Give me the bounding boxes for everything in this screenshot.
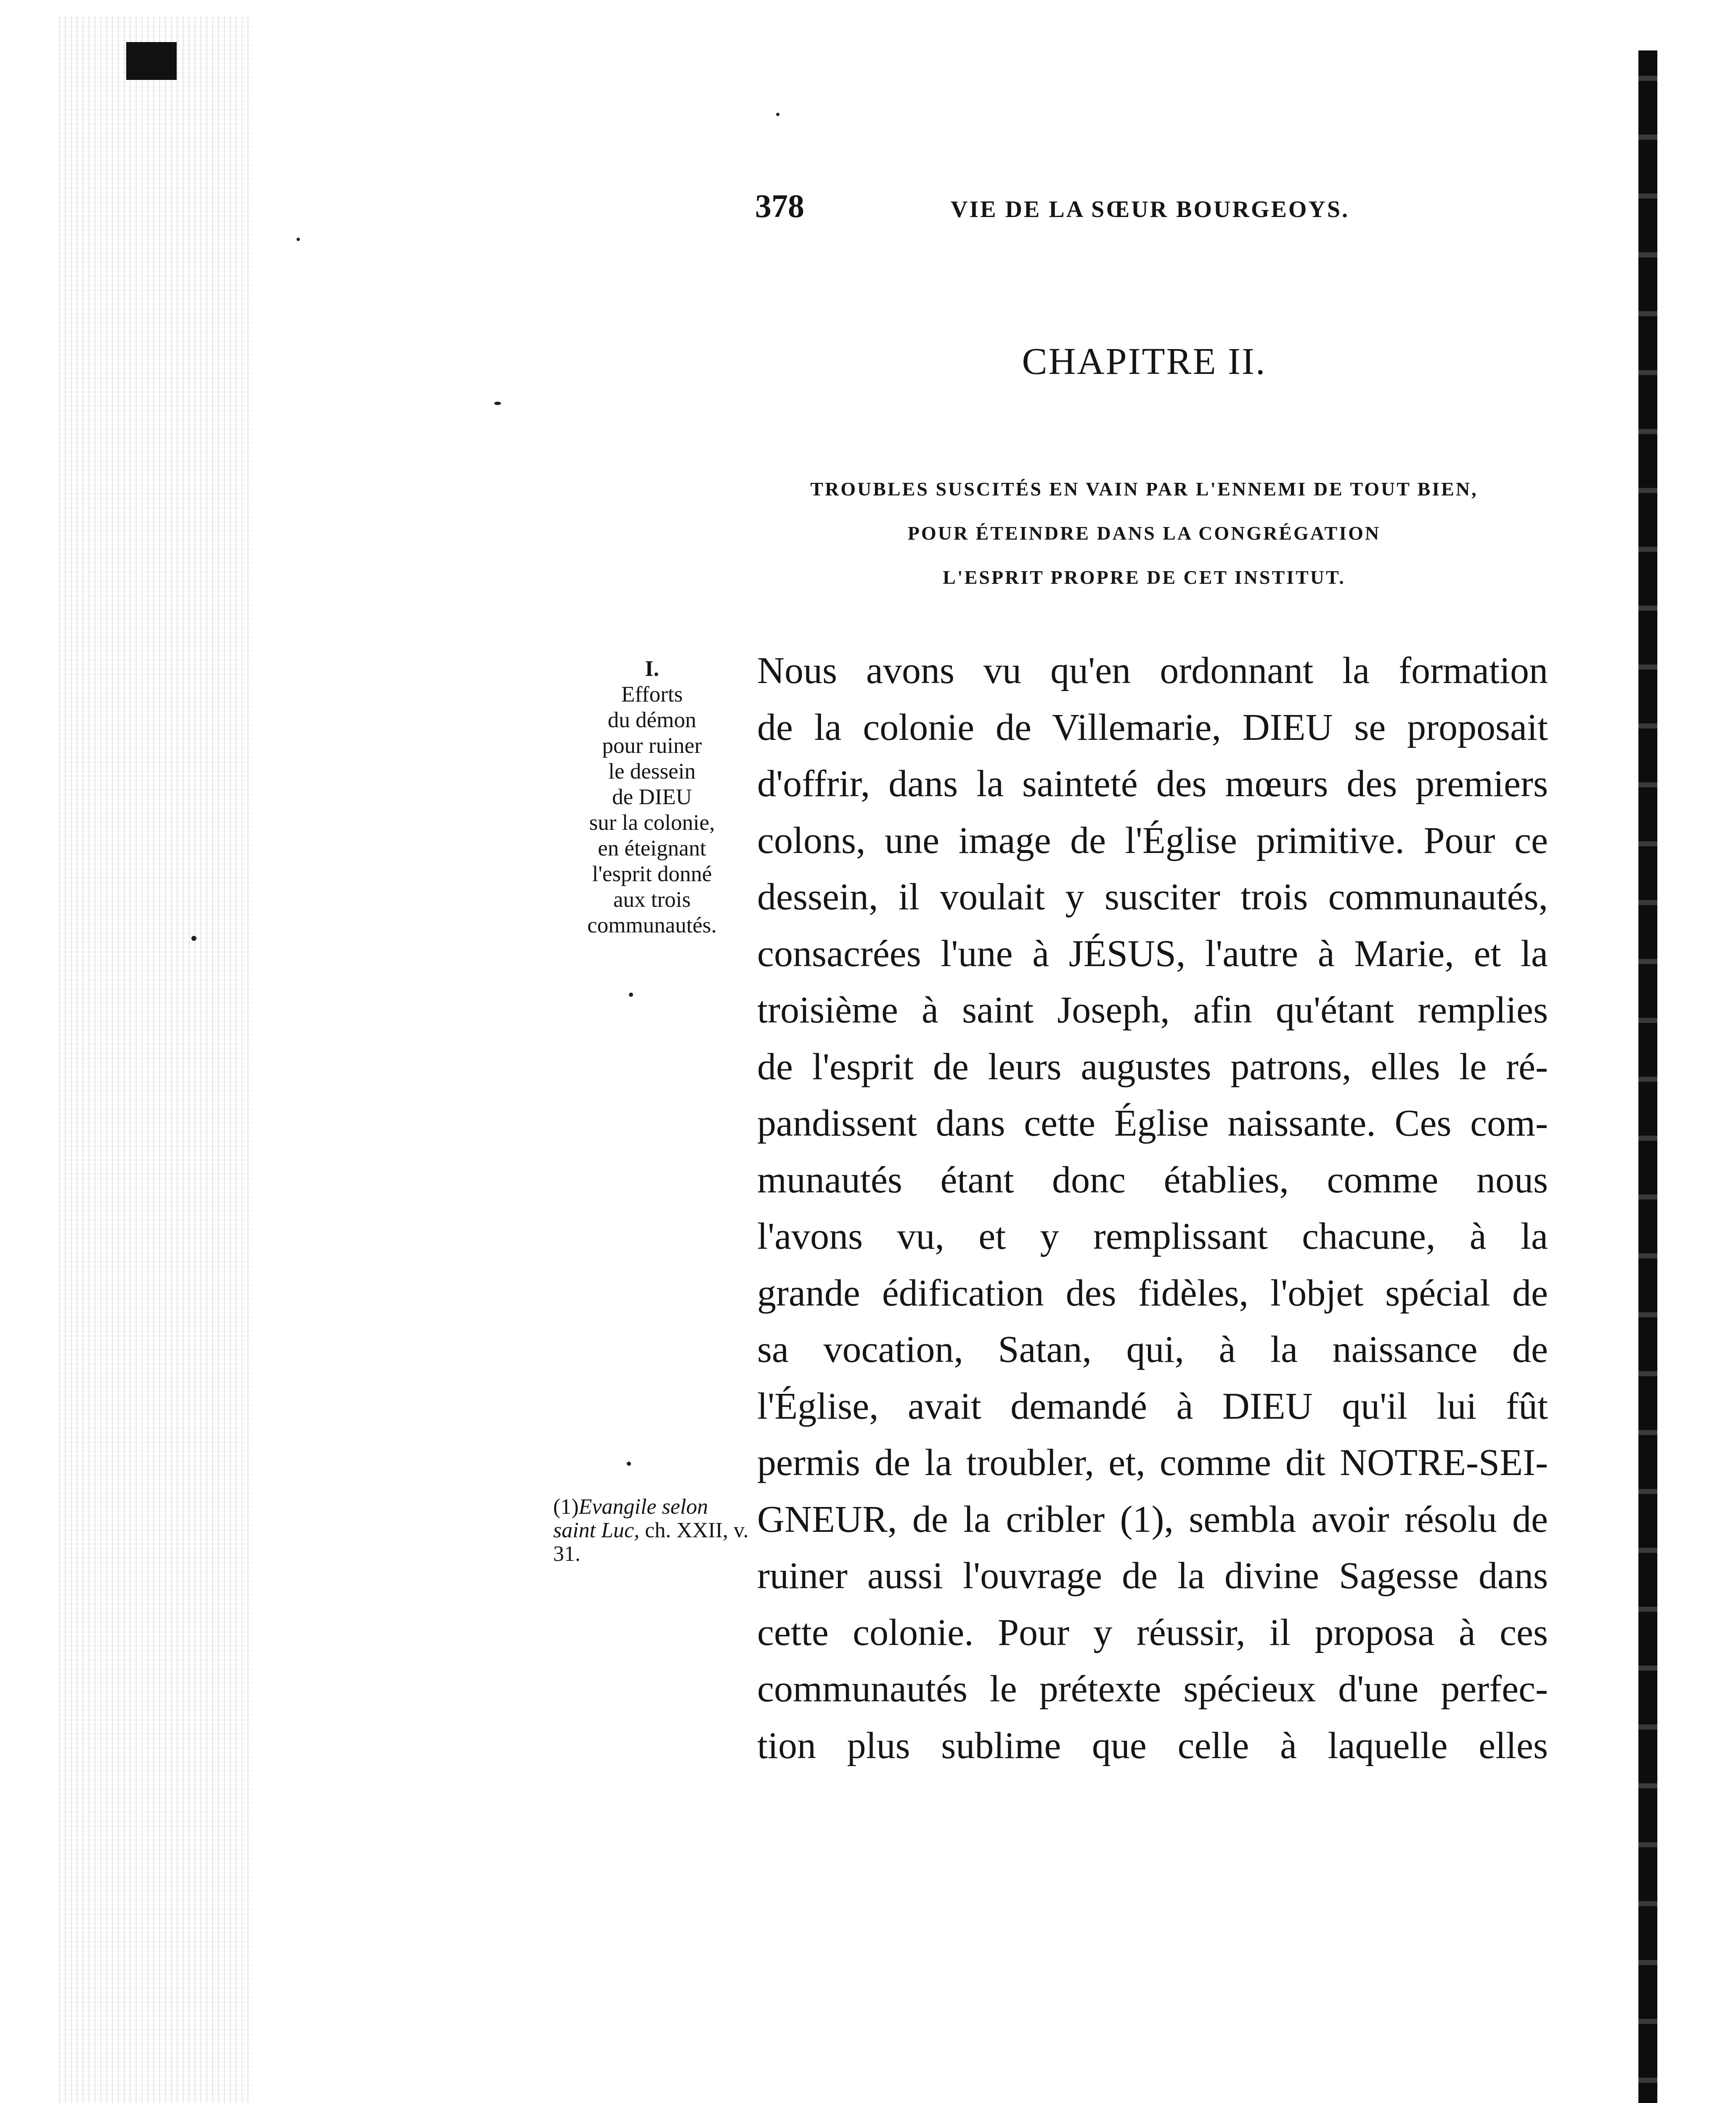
subtitle-line: POUR ÉTEINDRE DANS LA CONGRÉGATION bbox=[907, 522, 1381, 544]
body-line: troisième à saint Joseph, afin qu'étant remplies bbox=[757, 989, 1548, 1031]
body-line: Nous avons vu qu'en ordonnant la formation bbox=[757, 650, 1548, 691]
running-head bbox=[755, 185, 1352, 227]
margin-note-line: en éteignant bbox=[598, 836, 706, 861]
margin-note-line: aux trois bbox=[613, 887, 691, 912]
body-line: cette colonie. Pour y réussir, il proposa à ces bbox=[757, 1611, 1548, 1653]
body-line: d'offrir, dans la sainteté des mœurs des premiers bbox=[757, 763, 1548, 805]
margin-note-line: de DIEU bbox=[612, 785, 692, 809]
chapter-title: CHAPITRE II. bbox=[1022, 341, 1267, 382]
margin-note-line: du démon bbox=[607, 708, 697, 732]
scan-speck bbox=[776, 113, 779, 116]
subtitle-line: TROUBLES SUSCITÉS EN VAIN PAR L'ENNEMI DE TOUT BIEN, bbox=[810, 478, 1478, 500]
body-line: ruiner aussi l'ouvrage de la divine Sagesse dans bbox=[757, 1555, 1548, 1597]
scan-speck bbox=[297, 238, 300, 241]
margin-note-number: I. bbox=[645, 657, 659, 681]
body-line: munautés étant donc établies, comme nous bbox=[757, 1159, 1548, 1201]
margin-note-line: le dessein bbox=[608, 759, 696, 784]
body-line: de l'esprit de leurs augustes patrons, elles le ré- bbox=[757, 1046, 1548, 1088]
scanned-gutter-left bbox=[59, 17, 252, 2103]
footnote-marker: (1) bbox=[553, 1495, 579, 1519]
scan-speck bbox=[629, 993, 633, 997]
body-line: tion plus sublime que celle à laquelle elles bbox=[757, 1724, 1548, 1767]
scan-speck bbox=[494, 402, 501, 405]
margin-note bbox=[559, 656, 745, 938]
body-line: pandissent dans cette Église naissante. Ces com- bbox=[757, 1102, 1548, 1144]
body-line: consacrées l'une à JÉSUS, l'autre à Marie, et la bbox=[757, 932, 1548, 975]
footnote-italic-text: Evangile selon saint Luc, bbox=[553, 1495, 708, 1542]
scan-speck bbox=[627, 1462, 631, 1466]
chapter-subtitle bbox=[740, 467, 1548, 599]
margin-note-line: l'esprit donné bbox=[592, 862, 712, 886]
margin-note-line: Efforts bbox=[621, 682, 683, 707]
margin-note-line: sur la colonie, bbox=[589, 810, 715, 835]
body-line: de la colonie de Villemarie, DIEU se proposait bbox=[757, 706, 1548, 748]
scan-speck bbox=[191, 936, 196, 941]
body-line: dessein, il voulait y susciter trois communautés, bbox=[757, 876, 1548, 918]
body-line: GNEUR, de la cribler (1), sembla avoir résolu de bbox=[757, 1498, 1548, 1540]
body-line: l'avons vu, et y remplissant chacune, à la bbox=[757, 1216, 1548, 1257]
body-text bbox=[757, 643, 1548, 1774]
running-title: VIE DE LA SŒUR BOURGEOYS. bbox=[951, 196, 1349, 222]
scanned-page-edge-right bbox=[1638, 50, 1657, 2103]
margin-note-line: communautés. bbox=[587, 913, 717, 938]
body-line: l'Église, avait demandé à DIEU qu'il lui fût bbox=[757, 1385, 1548, 1427]
body-line: grande édification des fidèles, l'objet spécial de bbox=[757, 1272, 1548, 1314]
footnote-reference: ch. XXII, v. 31. bbox=[553, 1518, 749, 1566]
page-number: 378 bbox=[755, 188, 804, 224]
body-line: communautés le prétexte spécieux d'une perfec- bbox=[757, 1668, 1548, 1710]
body-line: sa vocation, Satan, qui, à la naissance de bbox=[757, 1329, 1548, 1370]
footnote bbox=[553, 1495, 751, 1566]
margin-note-line: pour ruiner bbox=[602, 734, 702, 758]
scan-mark-left bbox=[126, 42, 177, 80]
subtitle-line: L'ESPRIT PROPRE DE CET INSTITUT. bbox=[943, 567, 1346, 588]
body-line: colons, une image de l'Église primitive. Pour ce bbox=[757, 819, 1548, 861]
body-line: permis de la troubler, et, comme dit NOTRE-SEI- bbox=[757, 1442, 1548, 1483]
